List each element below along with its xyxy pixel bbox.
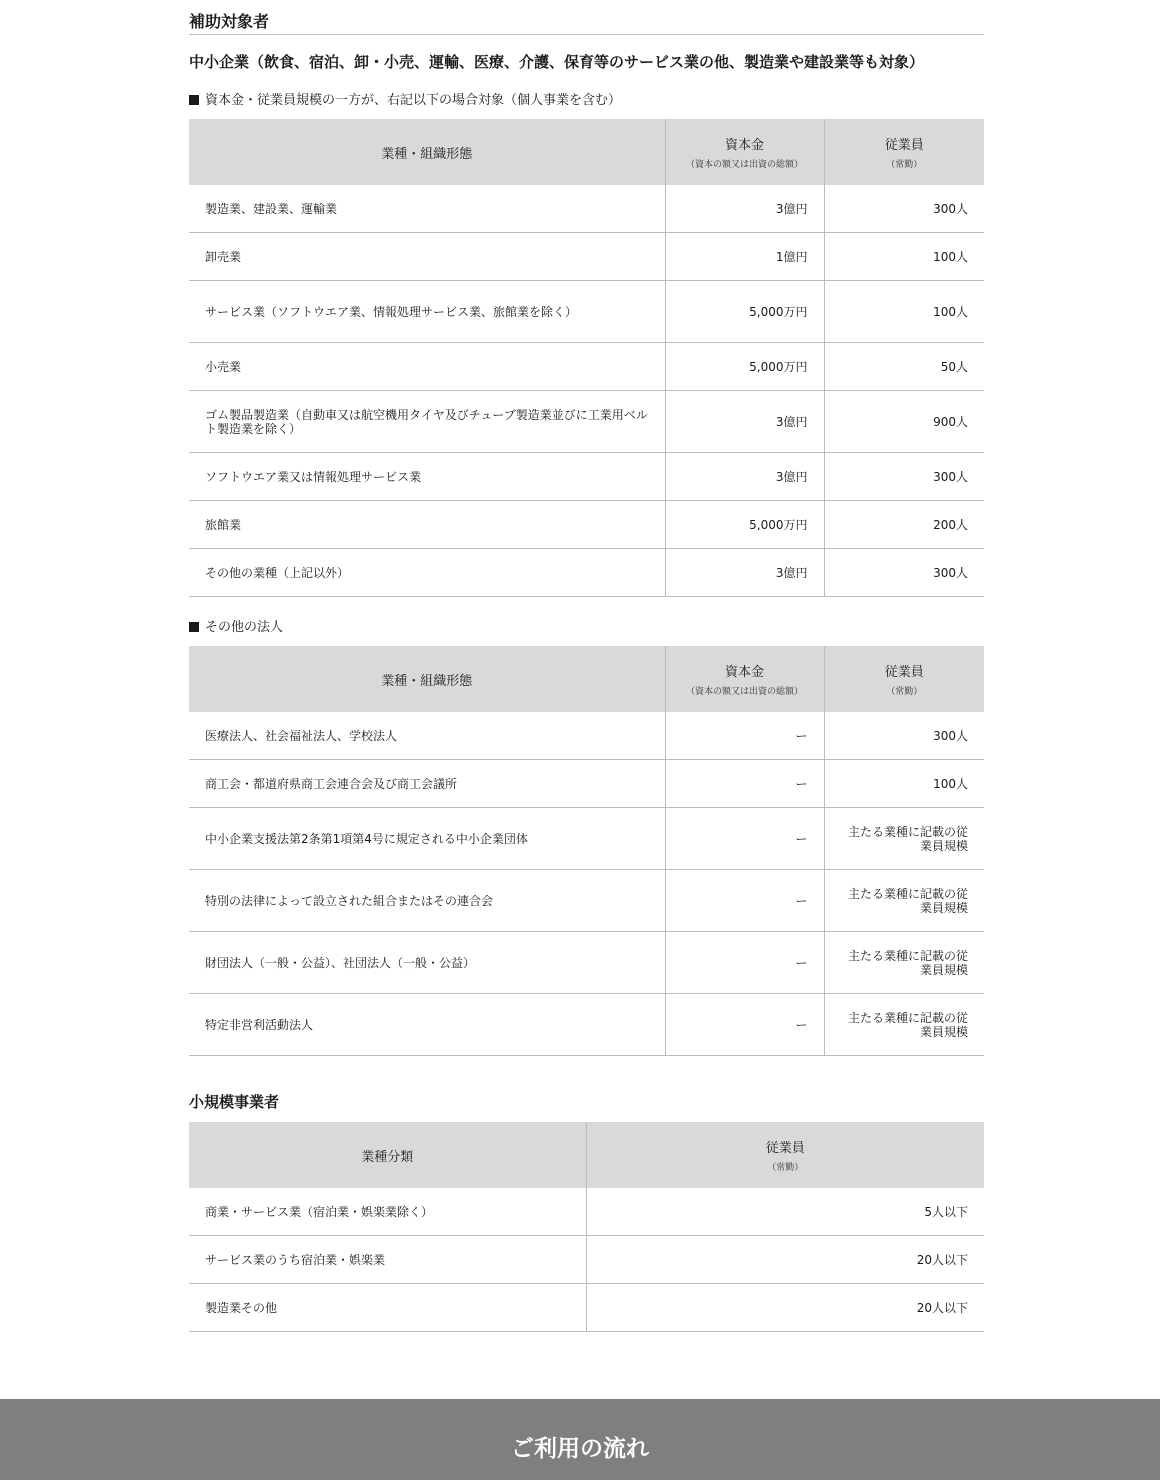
cell-industry: ゴム製品製造業（自動車又は航空機用タイヤ及びチューブ製造業並びに工業用ベルト製造業を除く） (189, 391, 665, 453)
table-row (189, 994, 984, 1056)
sme-criteria-table (189, 119, 984, 597)
cell-capital: 3億円 (665, 185, 824, 233)
table-row (189, 760, 984, 808)
cell-industry: サービス業（ソフトウエア業、情報処理サービス業、旅館業を除く） (189, 281, 665, 343)
cell-employees: 100人 (824, 281, 984, 343)
cell-employees: 900人 (824, 391, 984, 453)
cell-capital: ー (665, 932, 824, 994)
cell-employees: 300人 (824, 712, 984, 760)
cell-employees: 20人以下 (586, 1236, 984, 1284)
table-row (189, 1284, 984, 1332)
table-row (189, 932, 984, 994)
lead-text: 中小企業（飲食、宿泊、卸・小売、運輸、医療、介護、保育等のサービス業の他、製造業や建設業等も対象） (189, 53, 925, 71)
cell-employees: 300人 (824, 185, 984, 233)
small-business-heading: 小規模事業者 (189, 1093, 280, 1111)
cell-industry: 医療法人、社会福祉法人、学校法人 (189, 712, 665, 760)
header-employees: 従業員 （常勤） (586, 1122, 984, 1188)
header-capital: 資本金 （資本の額又は出資の総額） (665, 646, 824, 712)
table-row (189, 453, 984, 501)
table-row (189, 185, 984, 233)
cell-capital: 3億円 (665, 549, 824, 597)
table-row (189, 501, 984, 549)
header-industry: 業種・組織形態 (189, 646, 665, 712)
small-business-table (189, 1122, 984, 1332)
table1-caption: 資本金・従業員規模の一方が、右記以下の場合対象（個人事業を含む） (189, 92, 621, 110)
cell-industry: その他の業種（上記以外） (189, 549, 665, 597)
cell-industry: 製造業、建設業、運輸業 (189, 185, 665, 233)
table-row (189, 343, 984, 391)
cell-capital: 5,000万円 (665, 501, 824, 549)
cell-employees: 200人 (824, 501, 984, 549)
cell-industry: 卸売業 (189, 233, 665, 281)
table-row (189, 1236, 984, 1284)
section-title: 補助対象者 (189, 12, 984, 35)
cell-employees: 50人 (824, 343, 984, 391)
table-row (189, 233, 984, 281)
cell-employees: 主たる業種に記載の従業員規模 (824, 994, 984, 1056)
cell-employees: 主たる業種に記載の従業員規模 (824, 870, 984, 932)
cell-capital: 1億円 (665, 233, 824, 281)
cell-capital: ー (665, 712, 824, 760)
cell-industry: 財団法人（一般・公益）、社団法人（一般・公益） (189, 932, 665, 994)
cell-employees: 300人 (824, 549, 984, 597)
table-row (189, 1188, 984, 1236)
cell-industry: 小売業 (189, 343, 665, 391)
table-row (189, 712, 984, 760)
cell-category: 製造業その他 (189, 1284, 586, 1332)
cell-industry: 特別の法律によって設立された組合またはその連合会 (189, 870, 665, 932)
table-row (189, 808, 984, 870)
table-row (189, 281, 984, 343)
cell-employees: 100人 (824, 233, 984, 281)
cell-capital: 3億円 (665, 391, 824, 453)
cell-employees: 20人以下 (586, 1284, 984, 1332)
cell-industry: 商工会・都道府県商工会連合会及び商工会議所 (189, 760, 665, 808)
square-bullet-icon (189, 622, 199, 632)
usage-flow-banner (0, 1399, 1160, 1480)
usage-flow-title: ご利用の流れ (511, 1436, 649, 1462)
cell-category: サービス業のうち宿泊業・娯楽業 (189, 1236, 586, 1284)
cell-industry: ソフトウエア業又は情報処理サービス業 (189, 453, 665, 501)
header-industry: 業種・組織形態 (189, 119, 665, 185)
cell-capital: 5,000万円 (665, 343, 824, 391)
cell-employees: 5人以下 (586, 1188, 984, 1236)
table2-caption: その他の法人 (189, 619, 283, 637)
table-row (189, 549, 984, 597)
cell-industry: 特定非営利活動法人 (189, 994, 665, 1056)
other-corporations-table (189, 646, 984, 1056)
cell-capital: 3億円 (665, 453, 824, 501)
header-employees: 従業員 （常勤） (824, 646, 984, 712)
header-category: 業種分類 (189, 1122, 586, 1188)
cell-industry: 中小企業支援法第2条第1項第4号に規定される中小企業団体 (189, 808, 665, 870)
cell-capital: ー (665, 994, 824, 1056)
header-employees: 従業員 （常勤） (824, 119, 984, 185)
cell-employees: 100人 (824, 760, 984, 808)
square-bullet-icon (189, 95, 199, 105)
cell-employees: 300人 (824, 453, 984, 501)
cell-capital: ー (665, 870, 824, 932)
table-row (189, 391, 984, 453)
cell-capital: ー (665, 760, 824, 808)
cell-industry: 旅館業 (189, 501, 665, 549)
table-row (189, 870, 984, 932)
cell-category: 商業・サービス業（宿泊業・娯楽業除く） (189, 1188, 586, 1236)
cell-capital: ー (665, 808, 824, 870)
cell-capital: 5,000万円 (665, 281, 824, 343)
header-capital: 資本金 （資本の額又は出資の総額） (665, 119, 824, 185)
cell-employees: 主たる業種に記載の従業員規模 (824, 932, 984, 994)
cell-employees: 主たる業種に記載の従業員規模 (824, 808, 984, 870)
